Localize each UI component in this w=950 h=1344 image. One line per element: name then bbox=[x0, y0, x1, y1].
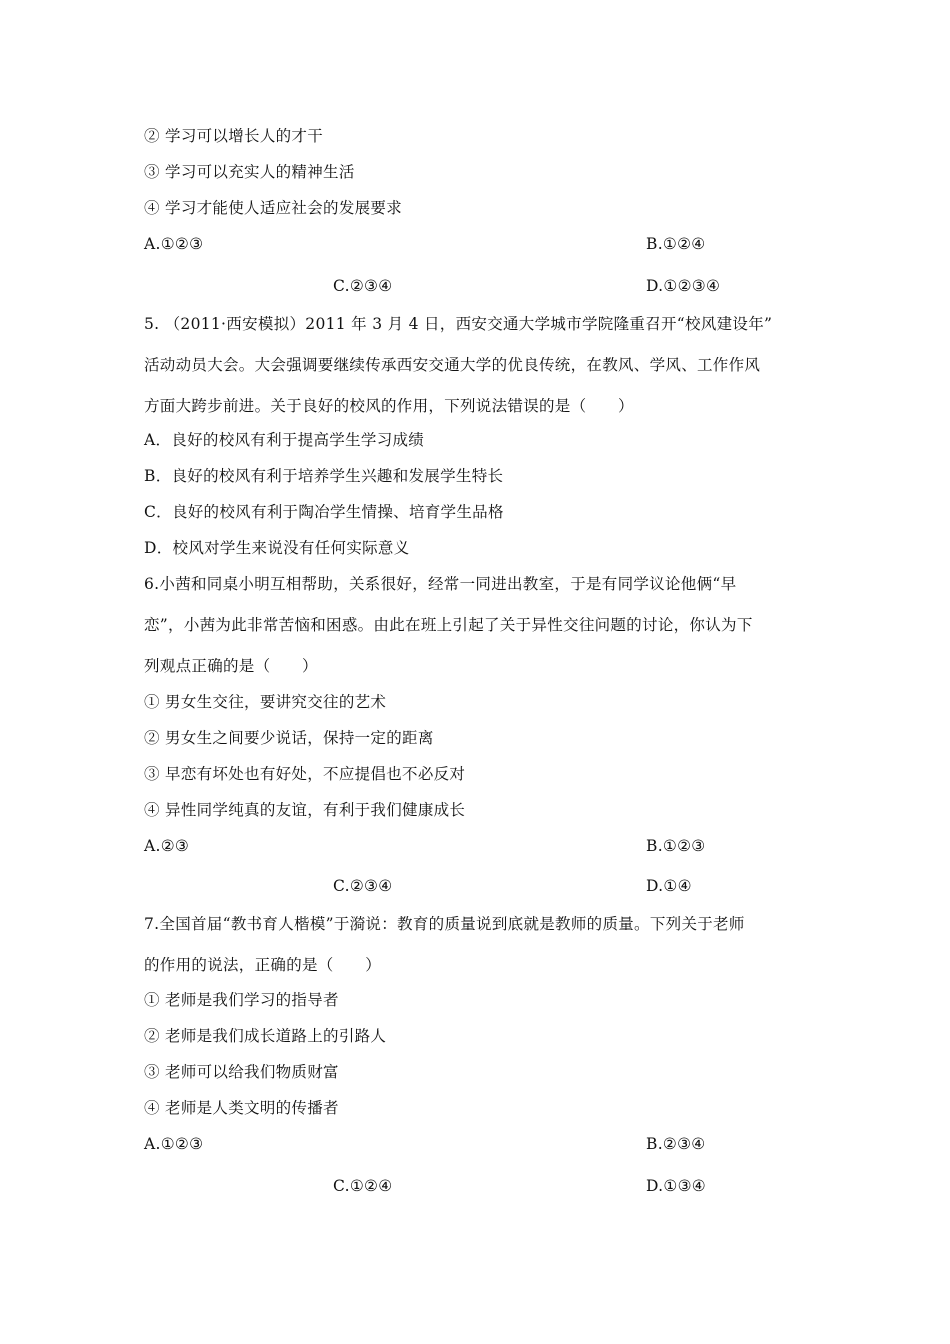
q6-stem-line-1: 6.小茜和同桌小明互相帮助，关系很好，经常一同进出教室，于是有同学议论他俩“早 bbox=[144, 575, 737, 593]
q4-option-a: A.①②③ bbox=[144, 235, 204, 253]
q6-stem-line-2: 恋”，小茜为此非常苦恼和困惑。由此在班上引起了关于异性交往问题的讨论，你认为下 bbox=[144, 616, 753, 634]
q5-stem-line-2: 活动动员大会。大会强调要继续传承西安交通大学的优良传统，在教风、学风、工作作风 bbox=[144, 356, 761, 374]
q7-item-3: ③ 老师可以给我们物质财富 bbox=[144, 1063, 339, 1081]
q7-option-a: A.①②③ bbox=[144, 1135, 204, 1153]
q5-option-c: C．良好的校风有利于陶冶学生情操、培育学生品格 bbox=[144, 503, 504, 521]
q6-option-b: B.①②③ bbox=[646, 837, 706, 855]
q5-stem-line-3: 方面大跨步前进。关于良好的校风的作用，下列说法错误的是（ ） bbox=[144, 397, 634, 415]
q7-item-1: ① 老师是我们学习的指导者 bbox=[144, 991, 339, 1009]
q6-stem-line-3: 列观点正确的是（ ） bbox=[144, 657, 318, 675]
q7-option-c: C.①②④ bbox=[333, 1177, 393, 1195]
q6-option-c: C.②③④ bbox=[333, 877, 393, 895]
q5-option-a: A．良好的校风有利于提高学生学习成绩 bbox=[144, 431, 425, 449]
q6-item-4: ④ 异性同学纯真的友谊，有利于我们健康成长 bbox=[144, 801, 466, 819]
q4-item-3: ③ 学习可以充实人的精神生活 bbox=[144, 163, 355, 181]
q4-item-4: ④ 学习才能使人适应社会的发展要求 bbox=[144, 199, 403, 217]
q6-item-1: ① 男女生交往，要讲究交往的艺术 bbox=[144, 693, 387, 711]
q7-stem-line-1: 7.全国首届“教书育人楷模”于漪说：教育的质量说到底就是教师的质量。下列关于老师 bbox=[144, 915, 745, 933]
q6-item-2: ② 男女生之间要少说话，保持一定的距离 bbox=[144, 729, 434, 747]
q5-stem-line-1: 5. （2011·西安模拟）2011 年 3 月 4 日，西安交通大学城市学院隆重召开“校风建设年” bbox=[144, 315, 773, 333]
q6-option-a: A.②③ bbox=[144, 837, 190, 855]
q7-option-b: B.②③④ bbox=[646, 1135, 706, 1153]
q4-option-b: B.①②④ bbox=[646, 235, 706, 253]
q7-item-4: ④ 老师是人类文明的传播者 bbox=[144, 1099, 339, 1117]
q5-option-b: B．良好的校风有利于培养学生兴趣和发展学生特长 bbox=[144, 467, 504, 485]
q6-item-3: ③ 早恋有坏处也有好处，不应提倡也不必反对 bbox=[144, 765, 466, 783]
q4-option-d: D.①②③④ bbox=[646, 277, 721, 295]
q4-option-c: C.②③④ bbox=[333, 277, 393, 295]
q5-option-d: D．校风对学生来说没有任何实际意义 bbox=[144, 539, 410, 557]
q6-option-d: D.①④ bbox=[646, 877, 692, 895]
q7-stem-line-2: 的作用的说法，正确的是（ ） bbox=[144, 956, 382, 974]
q4-item-2: ② 学习可以增长人的才干 bbox=[144, 127, 324, 145]
q7-item-2: ② 老师是我们成长道路上的引路人 bbox=[144, 1027, 387, 1045]
q7-option-d: D.①③④ bbox=[646, 1177, 706, 1195]
